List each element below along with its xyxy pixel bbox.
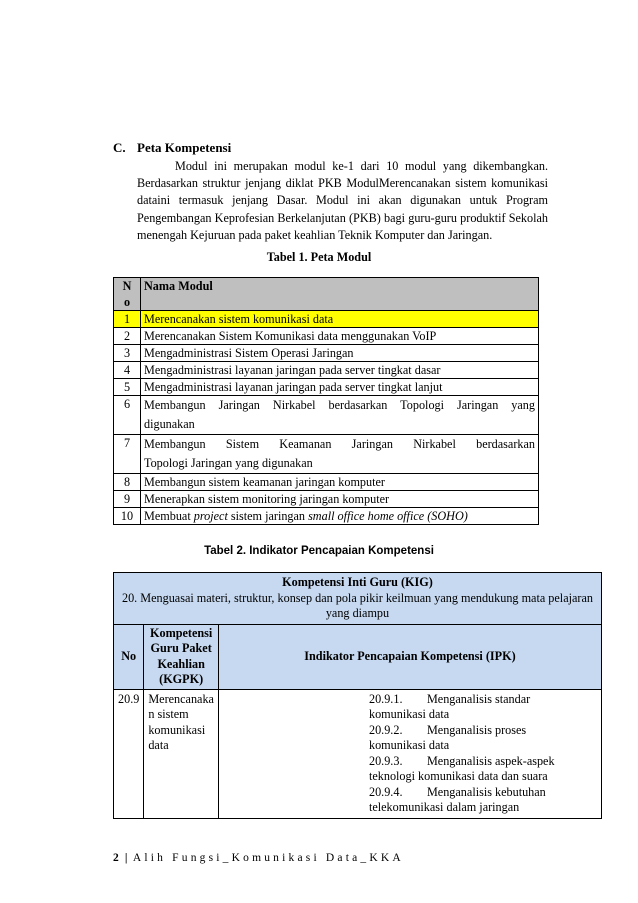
ipk-item: 20.9.1. Menganalisis standar komunikasi data (368, 691, 531, 721)
row-no: 20.9 (114, 689, 144, 818)
table-row: 5 Mengadministrasi layanan jaringan pada server tingkat lanjut (114, 379, 539, 396)
intro-paragraph: Modul ini merupakan modul ke-1 dari 10 modul yang dikembangkan. Berdasarkan struktur jenjang diklat PKB ModulMerencanakan sistem komunikasi dataini termasuk jenjang Dasar. Modul ini akan digunakan untuk Program Pengembangan Keprofesian Berkelanjutan (PKB) bagi guru-guru produktif Sekolah menengah Kejuruan pada paket keahlian Teknik Komputer dan Jaringan. (137, 159, 548, 242)
table-row: 4 Mengadministrasi layanan jaringan pada server tingkat dasar (114, 362, 539, 379)
table-row: 6 Membangun Jaringan Nirkabel berdasarkan Topologi Jaringan yang digunakan (114, 396, 539, 435)
footer-separator: | (124, 852, 128, 864)
table-row: 3 Mengadministrasi Sistem Operasi Jaringan (114, 345, 539, 362)
kig-title: Kompetensi Inti Guru (KIG) (282, 575, 433, 589)
section-title: Peta Kompetensi (137, 140, 232, 155)
row-kgpk: Merencanaka n sistem komunikasi data (144, 689, 219, 818)
table-header-row (114, 278, 539, 311)
table2-caption: Tabel 2. Indikator Pencapaian Kompetensi (204, 545, 434, 557)
kig-text: 20. Menguasai materi, struktur, konsep dan pola pikir keilmuan yang mendukung mata pelajaran yang diampu (121, 590, 593, 620)
page-footer (113, 852, 404, 864)
page-number: 2 (113, 852, 119, 864)
ipk-item: 20.9.3. Menganalisis aspek-aspek teknologi komunikasi data dan suara (368, 753, 555, 783)
module-map-table (113, 277, 539, 525)
section-heading (113, 140, 231, 156)
competency-table (113, 572, 602, 819)
header-name: Nama Modul (141, 278, 539, 311)
row-ipk (218, 689, 601, 818)
column-header-row (114, 624, 602, 689)
table-row: 2 Merencanakan Sistem Komunikasi data menggunakan VoIP (114, 328, 539, 345)
kig-row (114, 573, 602, 625)
table1-caption: Tabel 1. Peta Modul (266, 250, 372, 264)
ipk-item: 20.9.4. Menganalisis kebutuhan telekomunikasi dalam jaringan (368, 784, 546, 814)
table-row: 1 Merencanakan sistem komunikasi data (114, 311, 539, 328)
table-row: 10 Membuat project sistem jaringan small office home office (SOHO) (114, 508, 539, 525)
col-kgpk: Kompetensi Guru Paket Keahlian (KGPK) (144, 624, 219, 689)
table-row (114, 689, 602, 818)
footer-title: Alih Fungsi_Komunikasi Data_KKA (132, 852, 404, 864)
header-no: N o (114, 278, 141, 311)
table-row: 9 Menerapkan sistem monitoring jaringan komputer (114, 491, 539, 508)
section-letter: C. (113, 140, 126, 155)
ipk-item: 20.9.2. Menganalisis proses komunikasi data (368, 722, 527, 752)
table-row: 7 Membangun Sistem Keamanan Jaringan Nirkabel berdasarkan Topologi Jaringan yang digunakan (114, 435, 539, 474)
col-ipk: Indikator Pencapaian Kompetensi (IPK) (218, 624, 601, 689)
table-row: 8 Membangun sistem keamanan jaringan komputer (114, 474, 539, 491)
col-no: No (114, 624, 144, 689)
